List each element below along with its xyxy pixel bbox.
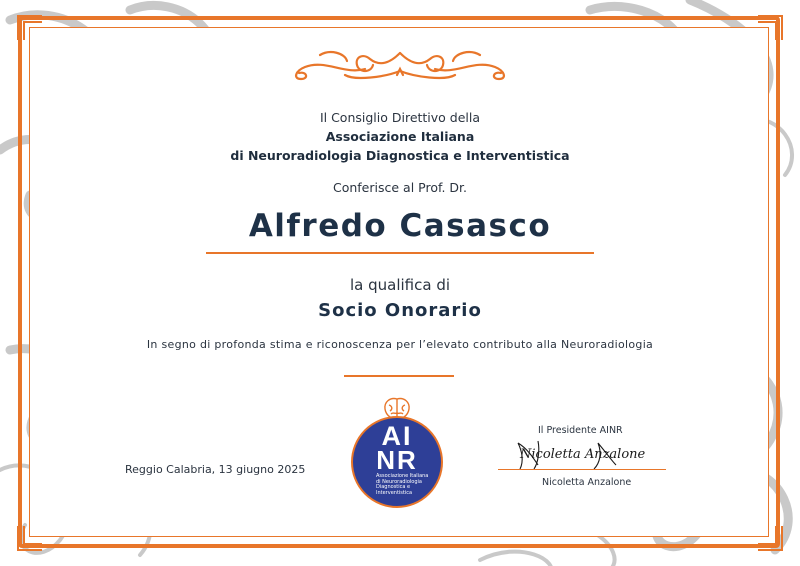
- confer-text: Conferisce al Prof. Dr.: [332, 180, 467, 195]
- place-date: Reggio Calabria, 13 giugno 2025: [125, 463, 306, 476]
- divider-line: [344, 375, 454, 377]
- qualification-title: Socio Onorario: [318, 300, 482, 321]
- intro-line-council: Il Consiglio Direttivo della: [319, 110, 481, 125]
- signature-handwriting: Nicoletta Anzalone: [520, 447, 646, 462]
- recipient-name: Alfredo Casasco: [248, 208, 552, 244]
- intro-line-society-name: di Neuroradiologia Diagnostica e Interventistica: [230, 148, 570, 163]
- logo-text-nr: NR: [376, 445, 418, 475]
- qualification-intro: la qualifica di: [349, 276, 451, 294]
- corner-ornament-bottom-left: [14, 524, 44, 554]
- ainr-logo: [348, 396, 448, 512]
- logo-text-ai: AI: [381, 421, 413, 451]
- corner-ornament-top-left: [14, 12, 44, 42]
- signature-line: [498, 469, 666, 470]
- name-underline: [206, 252, 594, 254]
- logo-subtitle: Associazione Italiana di Neuroradiologia Diagnostica e Interventistica: [376, 473, 429, 496]
- intro-block: [0, 108, 800, 165]
- corner-ornament-top-right: [756, 12, 786, 42]
- reason-text: In segno di profonda stima e riconoscenza per l’elevato contributo alla Neuroradiologia: [146, 338, 654, 351]
- top-ornament: [285, 45, 515, 85]
- signature-name: Nicoletta Anzalone: [542, 477, 632, 488]
- signature-role: Il Presidente AINR: [538, 425, 623, 436]
- intro-line-association: Associazione Italiana: [325, 129, 475, 144]
- corner-ornament-bottom-right: [756, 524, 786, 554]
